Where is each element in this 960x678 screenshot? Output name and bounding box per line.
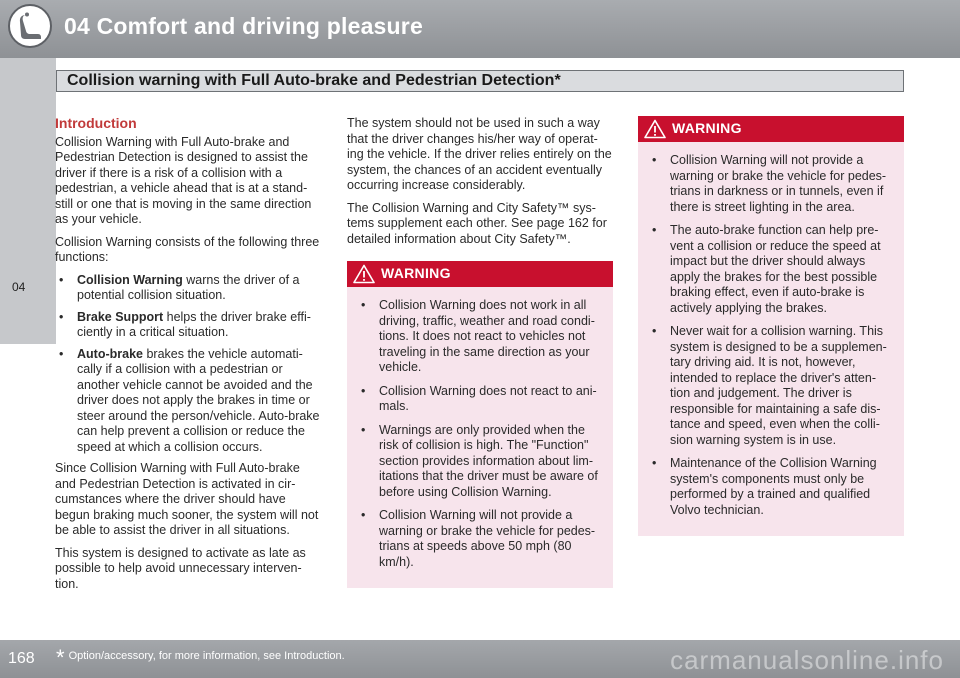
- list-item: • Collision Warning will not provide a warning or brake the vehicle for pedes-trians at speeds above 50 mph (80 km/h).: [357, 508, 603, 570]
- warning-triangle-icon: [644, 119, 666, 139]
- section-title: Collision warning with Full Auto-brake and Pedestrian Detection*: [67, 72, 561, 89]
- system-paragraph-1: The system should not be used in such a way that the driver changes his/her way of operat-ing the vehicle. If the driver relies entirely on the system, the chances of an accident eventually occurring increase considerably.: [347, 116, 612, 192]
- functions-list: [55, 273, 323, 456]
- column-warning: [638, 116, 904, 536]
- warning-box: [347, 261, 613, 588]
- system-paragraph-2: The Collision Warning and City Safety™ sys-tems supplement each other. See page 162 for detailed information about City Safety™.: [347, 200, 607, 246]
- list-item: • Maintenance of the Collision Warning system's components must only be performed by a trained and qualified Volvo technician.: [648, 456, 894, 518]
- intro-paragraph-4: This system is designed to activate as late as possible to help avoid unnecessary interven-tion.: [55, 545, 306, 591]
- footnote: [56, 645, 345, 671]
- warning-header: [347, 261, 613, 287]
- function-term: Collision Warning: [77, 272, 183, 287]
- chapter-number: 04: [12, 280, 26, 294]
- intro-heading: Introduction: [55, 115, 137, 131]
- warning-box: [638, 116, 904, 536]
- watermark: carmanualsonline.info: [670, 645, 944, 675]
- list-item: • Collision Warning does not react to ani-mals.: [357, 384, 603, 415]
- function-text: warns the driver of a potential collision situation.: [77, 272, 300, 302]
- list-item: [55, 310, 323, 341]
- warning-triangle-icon: [353, 264, 375, 284]
- page-number: 168: [8, 650, 35, 667]
- list-item: • Warnings are only provided when the risk of collision is high. The "Function" section provides information about lim-itations that the driver must be aware of before using Collision Warning.: [357, 423, 603, 501]
- warning-title: WARNING: [381, 265, 451, 281]
- list-item: • The auto-brake function can help pre-vent a collision or reduce the speed at impact but the driver should always apply the brakes for the best possible braking effect, even if auto-brake is actively applying the brakes.: [648, 223, 894, 316]
- list-item: • Collision Warning does not work in all driving, traffic, weather and road condi-tions. It does not react to vehicles not traveling in the same direction as your vehicle.: [357, 298, 603, 376]
- chapter-side-tab: [0, 58, 56, 344]
- list-item: • Collision Warning will not provide a warning or brake the vehicle for pedes-trians in darkness or in tunnels, even if there is street lighting in the area.: [648, 153, 894, 215]
- list-item: [55, 273, 323, 304]
- function-term: Auto-brake: [77, 346, 143, 361]
- warning-title: WARNING: [672, 120, 742, 136]
- warning-list: [347, 287, 613, 570]
- column-system-use: [347, 116, 613, 588]
- function-text: brakes the vehicle automati-cally if a collision with a pedestrian or another vehicle cannot be avoided and the driver does not apply the brakes in time or steer around the person/vehicle. Auto-brake can help prevent a collision or reduce the speed at which a collision occurs.: [77, 346, 320, 454]
- footnote-text: Option/accessory, for more information, see Introduction.: [68, 650, 345, 662]
- list-item: [55, 347, 323, 456]
- seat-icon: [8, 4, 52, 48]
- warning-header: [638, 116, 904, 142]
- warning-list: [638, 142, 904, 518]
- chapter-header: [0, 0, 960, 58]
- section-header: [56, 70, 904, 92]
- function-term: Brake Support: [77, 309, 164, 324]
- function-text: helps the driver brake effi-ciently in a critical situation.: [77, 309, 311, 339]
- intro-paragraph-3: Since Collision Warning with Full Auto-brake and Pedestrian Detection is activated in cir-cumstances where the driver should have begun braking much sooner, the system will not be able to assist the driver in all situations.: [55, 461, 319, 537]
- asterisk: *: [56, 645, 65, 670]
- intro-paragraph-2: Collision Warning consists of the following three functions:: [55, 234, 320, 264]
- chapter-title: 04 Comfort and driving pleasure: [64, 13, 423, 39]
- column-introduction: [55, 116, 323, 599]
- page-footer: [0, 640, 960, 678]
- intro-paragraph-1: Collision Warning with Full Auto-brake and Pedestrian Detection is designed to assist the driver if there is a risk of a collision with a pedestrian, a vehicle ahead that is at a stand-still or one that is moving in the same direction as your vehicle.: [55, 134, 312, 226]
- list-item: • Never wait for a collision warning. This system is designed to be a supplemen-tary driving aid. It is not, however, intended to replace the driver's atten-tion and judgement. The driver is responsible for maintaining a safe dis-tance and speed, even when the colli-sion warning system is in use.: [648, 324, 894, 448]
